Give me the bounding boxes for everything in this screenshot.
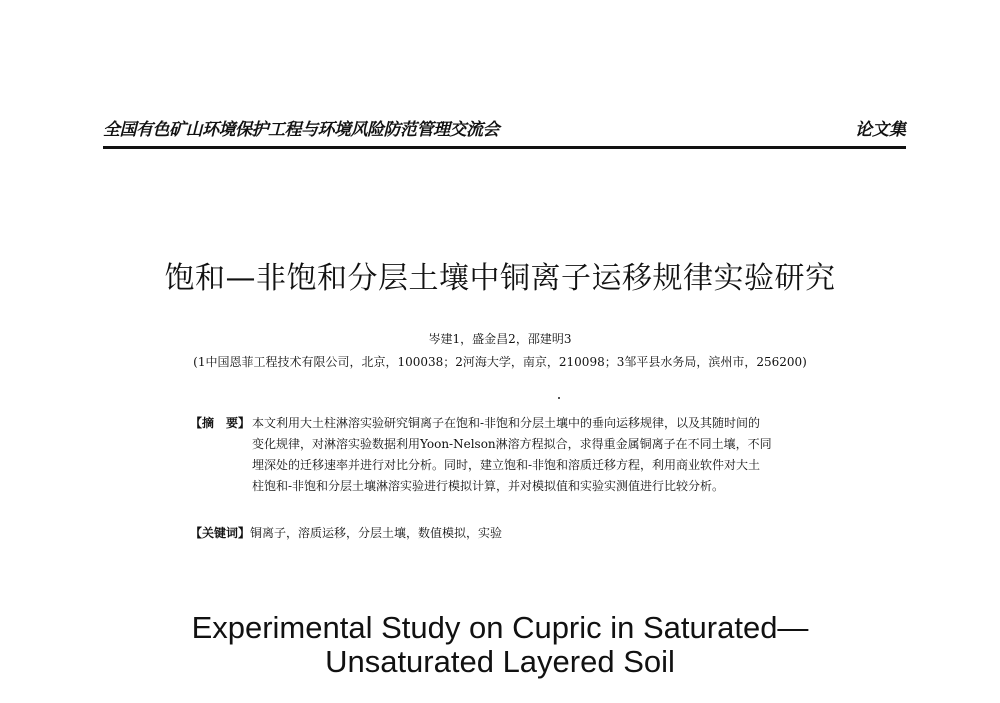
title-en-line-1: Experimental Study on Cupric in Saturated— <box>191 610 809 645</box>
keywords-label: 【关键词】 <box>190 526 251 540</box>
keywords <box>190 524 502 541</box>
abstract-body <box>252 413 832 497</box>
running-header <box>103 111 906 145</box>
title-en-line-2: Unsaturated Layered Soil <box>325 644 675 679</box>
keywords-text: 铜离子，溶质运移，分层土壤，数值模拟，实验 <box>250 526 503 540</box>
abstract-line: 本文利用大土柱淋溶实验研究铜离子在饱和-非饱和分层土壤中的垂向运移规律，以及其随时间的 <box>252 416 761 430</box>
header-rule <box>103 146 906 149</box>
author-list: 岑建1，盛金昌2，邵建明3 <box>428 332 572 346</box>
author-affiliations: (1中国恩菲工程技术有限公司，北京，100038；2河海大学，南京，210098；3邹平县水务局，滨州市，256200) <box>193 355 807 369</box>
collection-name: 论文集 <box>855 120 906 140</box>
paper-title-en <box>0 611 1000 679</box>
abstract-line: 变化规律，对淋溶实验数据利用Yoon-Nelson淋溶方程拟合，求得重金属铜离子在不同土壤，不同 <box>252 437 772 451</box>
abstract-line: 柱饱和-非饱和分层土壤淋溶实验进行模拟计算，并对模拟值和实验实测值进行比较分析。 <box>252 479 725 493</box>
abstract-line: 埋深处的迁移速率并进行对比分析。同时，建立饱和-非饱和溶质迁移方程，利用商业软件对大土 <box>252 458 761 472</box>
conference-name: 全国有色矿山环境保护工程与环境风险防范管理交流会 <box>103 120 499 140</box>
paper-title-cn: 饱和—非饱和分层土壤中铜离子运移规律实验研究 <box>164 261 836 296</box>
abstract-label: 【摘 要】 <box>190 416 251 430</box>
scan-speck <box>558 397 560 399</box>
